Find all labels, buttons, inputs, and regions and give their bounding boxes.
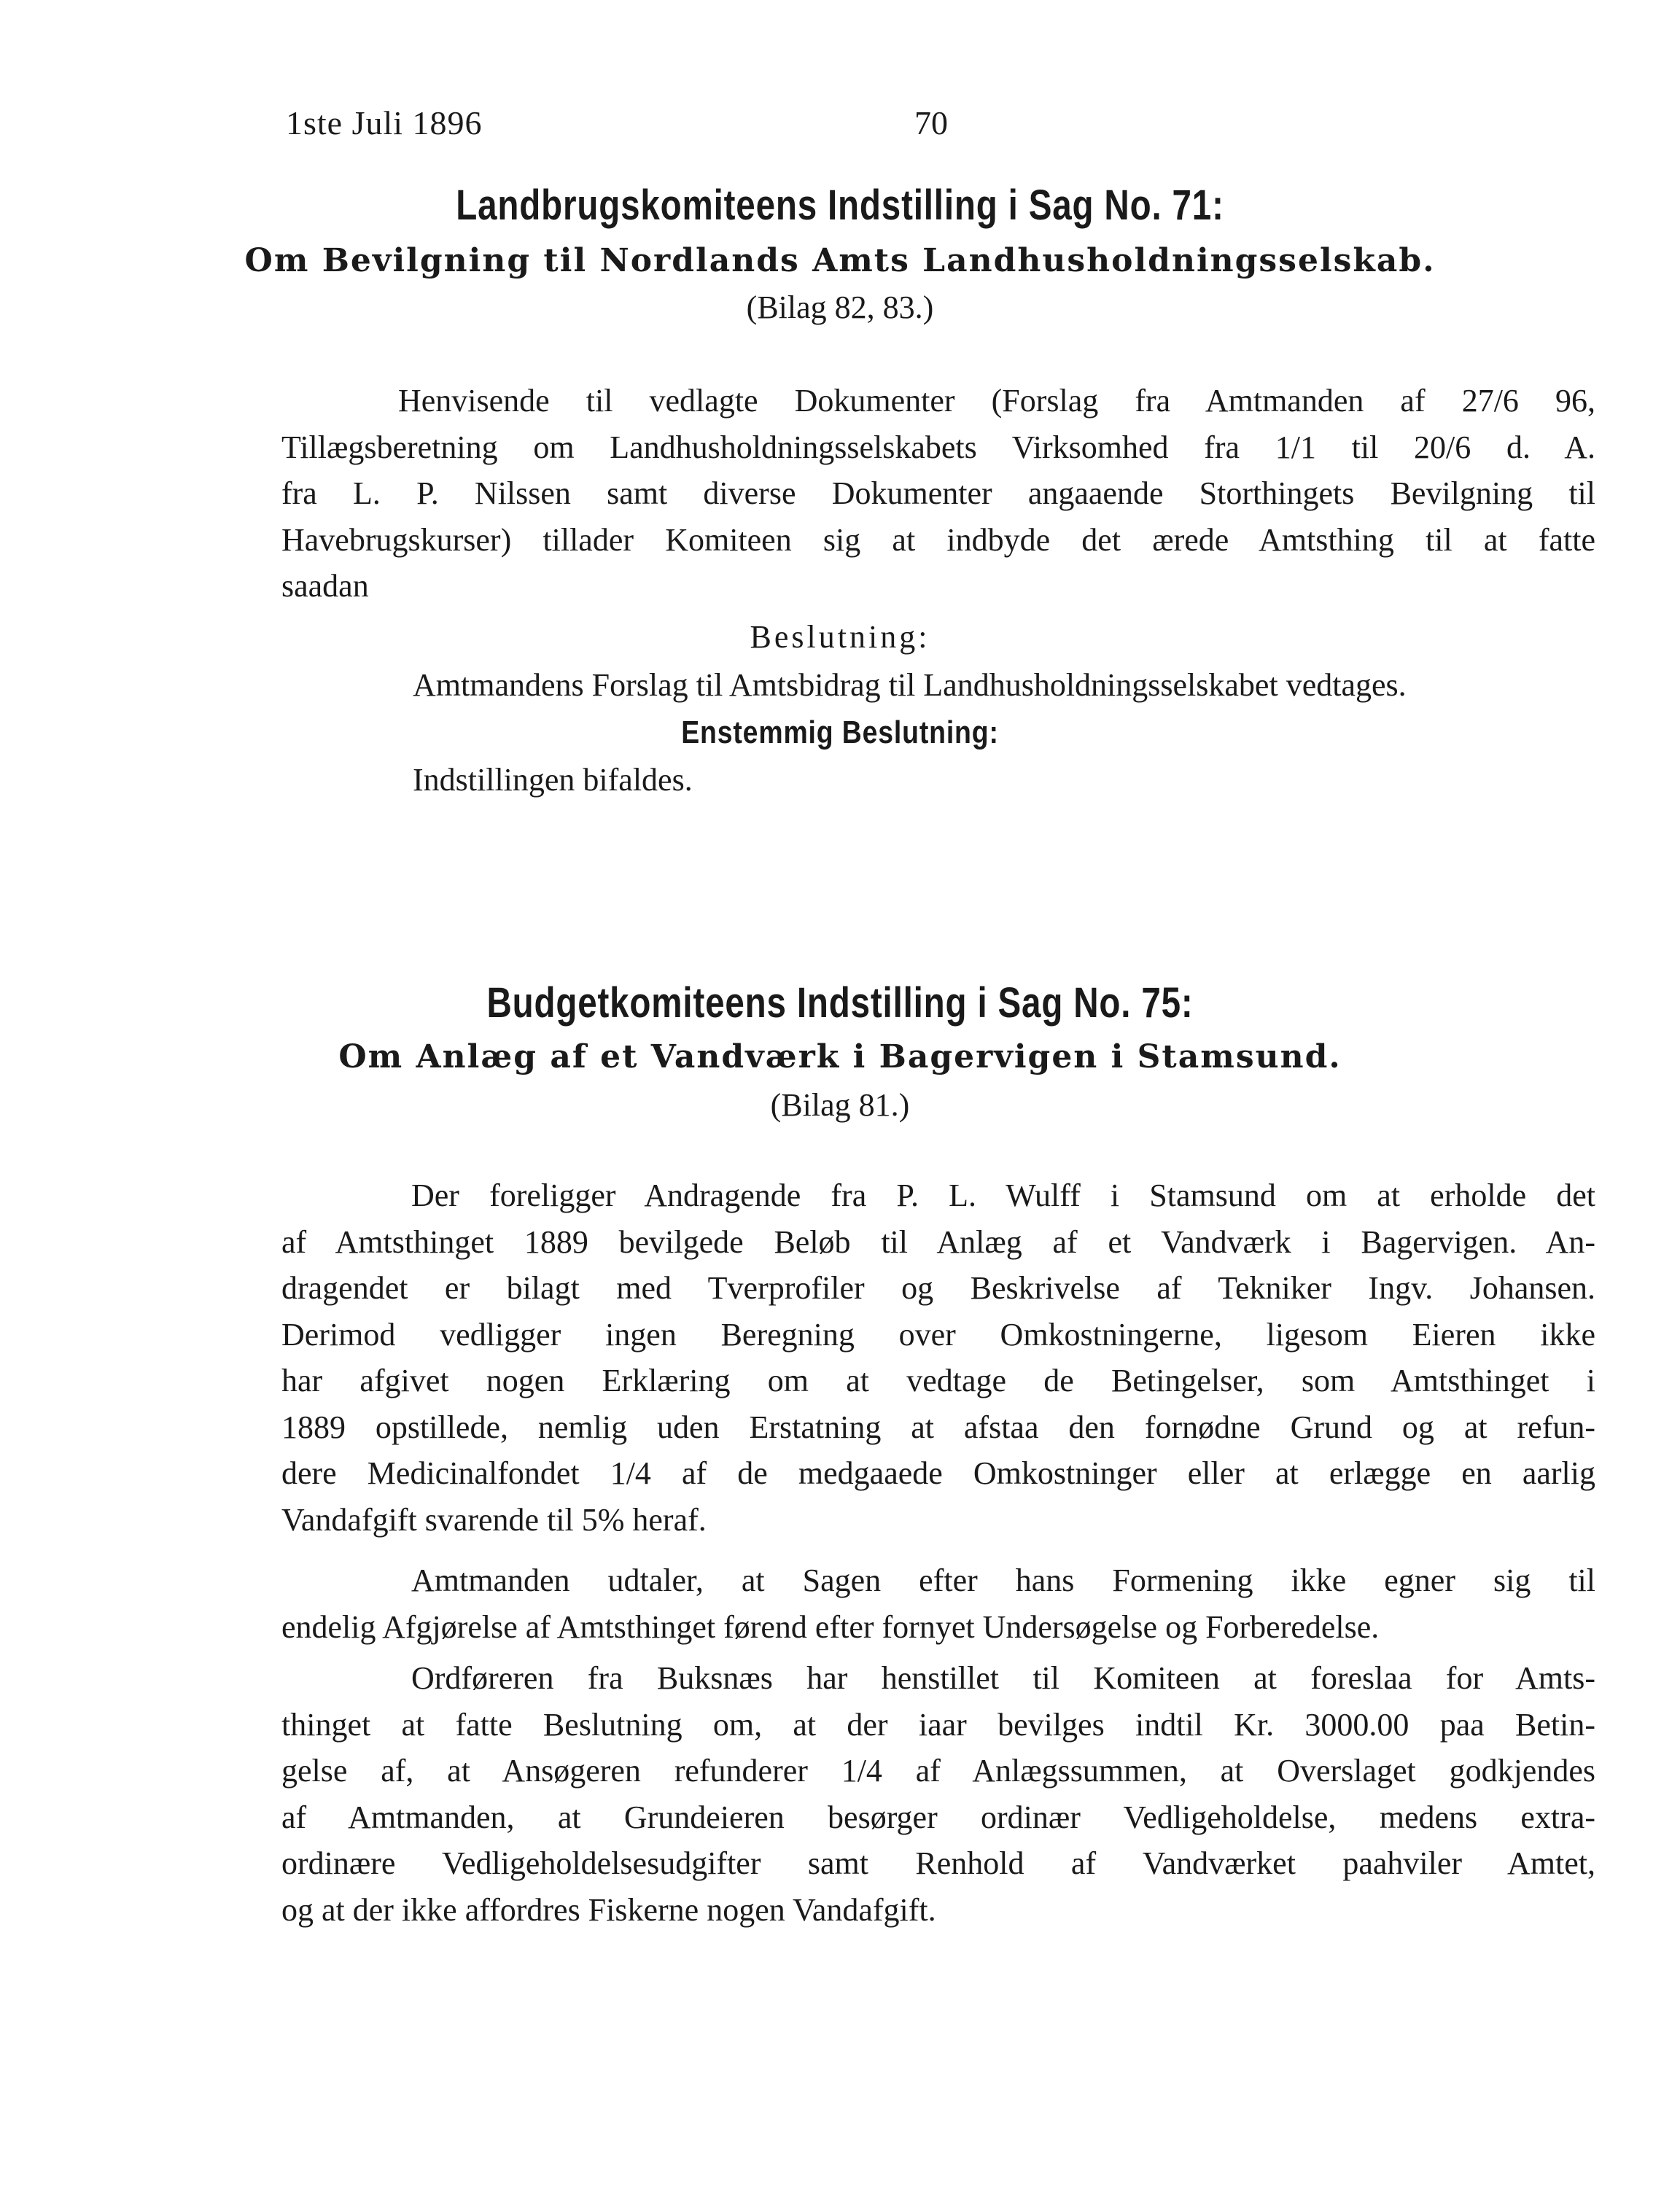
section1-title: Landbrugskomiteens Indstilling i Sag No. 71: (456, 182, 1224, 229)
para-line: ordinære Vedligeholdelsesudgifter samt Renhold af Vandværket paahviler Amtet, (281, 1845, 1595, 1881)
para-line: saadan (281, 568, 369, 604)
para-line: Henvisende til vedlagte Dokumenter (Forslag fra Amtmanden af 27/6 96, (398, 383, 1595, 419)
para-line: og at der ikke affordres Fiskerne nogen Vandafgift. (281, 1891, 936, 1928)
enstemmig-text: Indstillingen bifaldes. (413, 762, 693, 798)
section1-bilag: (Bilag 82, 83.) (746, 289, 934, 325)
para-line: Havebrugskurser) tillader Komiteen sig at indbyde det ærede Amtsthing til at fatte (281, 521, 1595, 558)
header-date: 1ste Juli 1896 (286, 104, 483, 141)
section2-subtitle: Om Anlæg af et Vandværk i Bagervigen i Stamsund. (338, 1038, 1342, 1075)
section2-paragraph-3 (281, 1655, 1595, 1933)
para-line: Amtmanden udtaler, at Sagen efter hans Formening ikke egner sig til (411, 1563, 1595, 1598)
page-number: 70 (914, 104, 948, 141)
section2-bilag: (Bilag 81.) (770, 1087, 910, 1123)
section2-title: Budgetkomiteens Indstilling i Sag No. 75: (486, 979, 1194, 1027)
para-line: af Amtmanden, at Grundeieren besørger ordinær Vedligeholdelse, medens extra- (281, 1799, 1595, 1835)
para-line: thinget at fatte Beslutning om, at der iaar bevilges indtil Kr. 3000.00 paa Betin- (281, 1706, 1595, 1743)
para-line: Tillægsberetning om Landhusholdningsselskabets Virksomhed fra 1/1 til 20/6 d. A. (281, 429, 1595, 465)
para-line: fra L. P. Nilssen samt diverse Dokumenter angaaende Storthingets Bevilgning til (281, 475, 1595, 511)
para-line: endelig Afgjørelse af Amtsthinget førend efter fornyet Undersøgelse og Forberedelse. (281, 1608, 1380, 1645)
para-line: Der foreligger Andragende fra P. L. Wulff i Stamsund om at erholde det (411, 1178, 1595, 1213)
para-line: af Amtsthinget 1889 bevilgede Beløb til Anlæg af et Vandværk i Bagervigen. An- (281, 1223, 1595, 1260)
beslutning-label: Beslutning: (750, 619, 930, 655)
section1-subtitle: Om Bevilgning til Nordlands Amts Landhusholdningsselskab. (244, 242, 1436, 279)
section2-paragraph-2 (281, 1557, 1595, 1650)
para-line: har afgivet nogen Erklæring om at vedtage de Betingelser, som Amtsthinget i (281, 1363, 1595, 1398)
enstemmig-label: Enstemmig Beslutning: (681, 715, 999, 750)
para-line: gelse af, at Ansøgeren refunderer 1/4 af Anlægssummen, at Overslaget godkjendes (281, 1753, 1595, 1789)
para-line: 1889 opstillede, nemlig uden Erstatning at afstaa den fornødne Grund og at refun- (281, 1409, 1595, 1445)
para-line: Derimod vedligger ingen Beregning over Omkostningerne, ligesom Eieren ikke (281, 1316, 1595, 1353)
para-line: Ordføreren fra Buksnæs har henstillet til Komiteen at foreslaa for Amts- (411, 1660, 1595, 1696)
section2-paragraph-1 (281, 1172, 1595, 1543)
para-line: dragendet er bilagt med Tverprofiler og Beskrivelse af Tekniker Ingv. Johansen. (281, 1270, 1595, 1306)
section1-paragraph (281, 378, 1595, 610)
para-line: Vandafgift svarende til 5% heraf. (281, 1501, 707, 1538)
para-line: dere Medicinalfondet 1/4 af de medgaaede Omkostninger eller at erlægge en aarlig (281, 1455, 1595, 1491)
beslutning-text: Amtmandens Forslag til Amtsbidrag til Landhusholdningsselskabet vedtages. (413, 667, 1407, 703)
